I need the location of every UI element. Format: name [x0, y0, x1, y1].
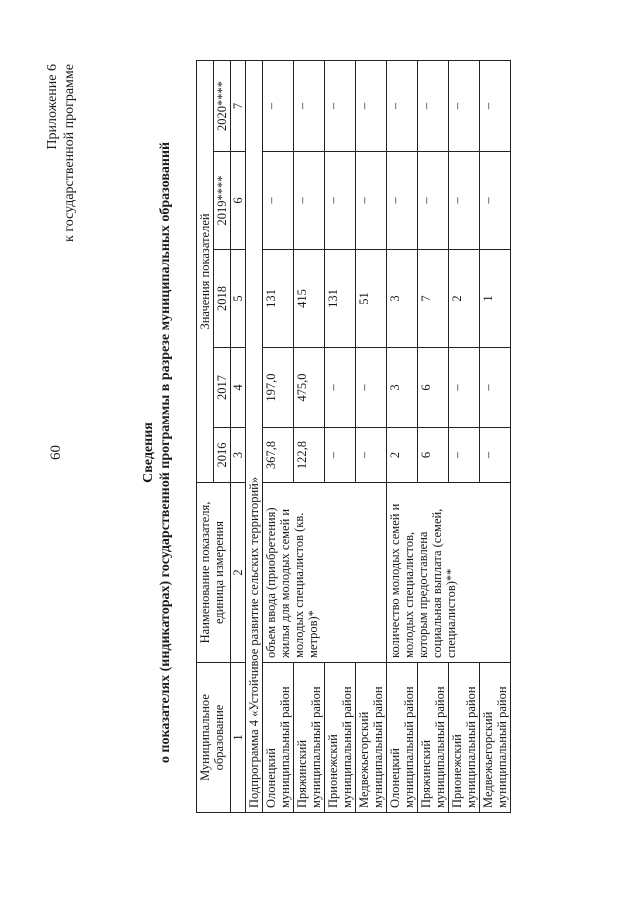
table-row [387, 60, 418, 812]
indicator-name-cell: количество молодых семей и молодых специалистов, которым предоставлена социальная выплата (семей, специалистов)** [387, 483, 511, 663]
municipality-cell: Медвежьегорский муниципальный район [480, 663, 511, 813]
table-row [449, 60, 480, 812]
municipality-cell: Прионежский муниципальный район [449, 663, 480, 813]
value-cell: – [418, 60, 449, 151]
appendix-line-1: Приложение 6 [45, 64, 60, 150]
table-row [418, 60, 449, 812]
column-number: 1 [231, 663, 246, 813]
header-indicator: Наименование показателя, единица измерения [197, 483, 231, 663]
column-number-row [231, 60, 246, 812]
value-cell: – [387, 60, 418, 151]
municipality-cell: Пряжинский муниципальный район [294, 663, 325, 813]
value-cell: 6 [418, 348, 449, 428]
document-title [140, 0, 174, 905]
value-cell: – [449, 348, 480, 428]
municipality-cell: Олонецкий муниципальный район [387, 663, 418, 813]
value-cell: – [387, 152, 418, 250]
value-cell: – [480, 60, 511, 151]
value-cell: 51 [356, 250, 387, 348]
header-year: 2019**** [214, 152, 231, 250]
value-cell: – [449, 60, 480, 151]
appendix-line-2: к государственной программе [62, 64, 77, 242]
value-cell: 1 [480, 250, 511, 348]
column-number: 7 [231, 60, 246, 151]
subprogram-title: Подпрограмма 4 «Устойчивое развитие сельских территорий» [246, 60, 263, 812]
header-year: 2020**** [214, 60, 231, 151]
header-values-group: Значения показателей [197, 60, 214, 482]
value-cell: – [294, 60, 325, 151]
table-row [294, 60, 325, 812]
table-row [325, 60, 356, 812]
value-cell: – [325, 152, 356, 250]
value-cell: 2 [449, 250, 480, 348]
header-municipality: Муниципальное образование [197, 663, 231, 813]
value-cell: 475,0 [294, 348, 325, 428]
column-number: 6 [231, 152, 246, 250]
value-cell: – [325, 60, 356, 151]
header-year: 2016 [214, 428, 231, 483]
value-cell: – [356, 348, 387, 428]
value-cell: – [449, 428, 480, 483]
column-number: 4 [231, 348, 246, 428]
value-cell: – [449, 152, 480, 250]
value-cell: 131 [325, 250, 356, 348]
column-number: 5 [231, 250, 246, 348]
header-year: 2018 [214, 250, 231, 348]
column-number: 2 [231, 483, 246, 663]
value-cell: 6 [418, 428, 449, 483]
indicators-table [196, 60, 511, 813]
header-row [197, 60, 214, 812]
value-cell: – [325, 348, 356, 428]
value-cell: 2 [387, 428, 418, 483]
header-year: 2017 [214, 348, 231, 428]
value-cell: – [263, 152, 294, 250]
value-cell: – [263, 60, 294, 151]
value-cell: – [356, 60, 387, 151]
value-cell: – [480, 152, 511, 250]
value-cell: 3 [387, 348, 418, 428]
value-cell: – [356, 152, 387, 250]
table-row [480, 60, 511, 812]
value-cell: – [356, 428, 387, 483]
value-cell: 367,8 [263, 428, 294, 483]
column-number: 3 [231, 428, 246, 483]
municipality-cell: Прионежский муниципальный район [325, 663, 356, 813]
value-cell: 3 [387, 250, 418, 348]
value-cell: 197,0 [263, 348, 294, 428]
title-line-1: Сведения [141, 422, 156, 483]
value-cell: 415 [294, 250, 325, 348]
value-cell: 7 [418, 250, 449, 348]
municipality-cell: Пряжинский муниципальный район [418, 663, 449, 813]
subprogram-row [246, 60, 263, 812]
value-cell: – [418, 152, 449, 250]
value-cell: 131 [263, 250, 294, 348]
value-cell: – [294, 152, 325, 250]
value-cell: – [325, 428, 356, 483]
value-cell: 122,8 [294, 428, 325, 483]
table-row [356, 60, 387, 812]
table-row [263, 60, 294, 812]
title-line-2: о показателях (индикаторах) государственной программы в разрезе муниципальных образований [158, 141, 173, 764]
appendix-note [44, 64, 78, 242]
municipality-cell: Медвежьегорский муниципальный район [356, 663, 387, 813]
indicator-name-cell: объем ввода (приобретения) жилья для молодых семей и молодых специалистов (кв. метров)* [263, 483, 387, 663]
value-cell: – [480, 428, 511, 483]
municipality-cell: Олонецкий муниципальный район [263, 663, 294, 813]
value-cell: – [480, 348, 511, 428]
page-number: 60 [48, 445, 64, 460]
